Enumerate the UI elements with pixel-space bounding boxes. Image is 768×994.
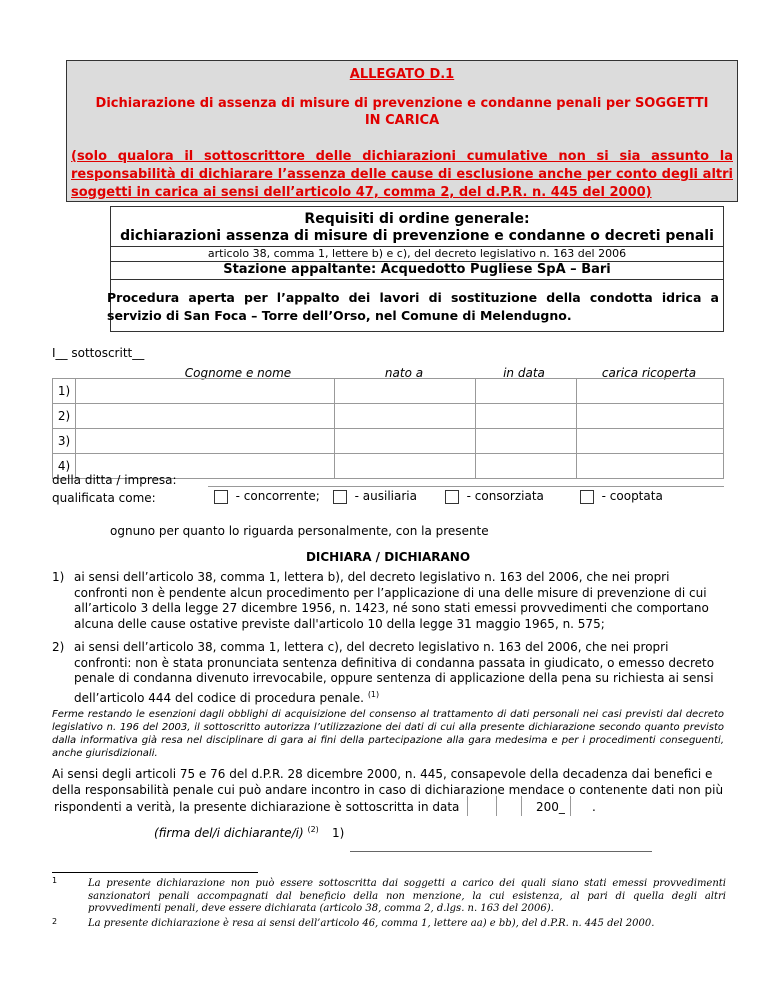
input-data[interactable] (476, 404, 577, 429)
input-nome[interactable] (76, 379, 335, 404)
option-cooptata[interactable] (580, 489, 663, 504)
date-divider (570, 796, 571, 816)
row-number: 4) (53, 454, 76, 479)
item-1-text: ai sensi dell’articolo 38, comma 1, lettera b), del decreto legislativo n. 163 del 2006, che nei propri confronti non è pendente alcun procedimento per l’applicazione di una delle misure di prevenzione di cui all’articolo 3 della legge 27 dicembre 1956, n. 1423, né sono stati emessi provvedimenti che comportano alcuna delle cause ostative previste dall'articolo 10 della legge 31 maggio 1965, n. 575; (74, 570, 709, 631)
firma-text: (firma del/i dichiarante/i) (154, 826, 304, 840)
dpr-text: Ai sensi degli articoli 75 e 76 del d.P.R. 28 dicembre 2000, n. 445, consapevole della decadenza dai benefici e della responsabilità penale cui può andare incontro in caso di dichiarazione mendace o contenente dati non più (52, 767, 724, 797)
input-carica[interactable] (577, 429, 724, 454)
footnote-ref: (2) (307, 825, 319, 834)
ditta-label: della ditta / impresa: (52, 473, 177, 487)
row-number: 1) (53, 379, 76, 404)
allegato-title: ALLEGATO D.1 (349, 67, 455, 82)
input-nato[interactable] (335, 404, 476, 429)
stazione-appaltante: Stazione appaltante: Acquedotto Pugliese SpA – Bari (223, 262, 611, 277)
privacy-text: Ferme restando le esenzioni dagli obblighi di acquisizione del consenso al trattamento di dati personali nei casi previsti dal decreto legislativo n. 196 del 2003, il sottoscritto autorizza l’utilizzazione dei dati di cui alla presente dichiarazione secondo quanto previsto dalla informativa già resa nel disciplinare di gara ai fini della partecipazione alla gara medesima e per i procedimenti conseguenti, anche giurisdizionali. (52, 709, 724, 759)
checkbox[interactable] (214, 490, 228, 504)
checkbox[interactable] (333, 490, 347, 504)
ditta-field[interactable] (208, 486, 724, 487)
table-row (53, 429, 724, 454)
option-concorrente[interactable] (214, 489, 320, 504)
firma-label (154, 825, 319, 840)
header-note: (solo qualora il sottoscrittore delle dichiarazioni cumulative non si sia assunto la responsabilità di dichiarare l’assenza delle cause di esclusione anche per conto degli altri soggetti in carica ai sensi dell’articolo 47, comma 2, del d.P.R. n. 445 del 2000) (71, 149, 733, 200)
date-month-field[interactable] (495, 796, 522, 816)
date-dot: . (592, 800, 596, 814)
footnote-number: 2 (52, 917, 58, 926)
date-day-field[interactable] (467, 796, 497, 816)
dpr-line2: rispondenti a verità, la presente dichiarazione è sottoscritta in data (54, 800, 460, 814)
footnote-1-text: La presente dichiarazione non può essere sottoscritta dai soggetti a carico dei quali siano stati emessi provvedimenti sanzionatori penali accompagnati dal beneficio della non menzione, la cui esistenza, al pari di quella degli altri provvedimenti penali, deve essere dichiarata (articolo 38, comma 2, d.lgs. n. 163 del 2006). (88, 878, 726, 915)
option-label: - consorziata (466, 489, 544, 503)
footnote-ref: (1) (367, 689, 380, 699)
col-header-carica: carica ricoperta (601, 366, 697, 380)
option-label: - concorrente; (235, 489, 320, 503)
header-box (66, 60, 738, 202)
input-carica[interactable] (577, 379, 724, 404)
footnote-2-text: La presente dichiarazione è resa ai sensi dell’articolo 46, comma 1, lettere aa) e bb), del d.P.R. n. 445 del 2000. (88, 918, 655, 929)
header-title: Dichiarazione di assenza di misure di prevenzione e condanne penali per SOGGETTI IN CARICA (95, 96, 709, 128)
input-data[interactable] (476, 454, 577, 479)
row-number: 3) (53, 429, 76, 454)
requisiti-ref: articolo 38, comma 1, lettere b) e c), del decreto legislativo n. 163 del 2006 (207, 247, 627, 260)
dichiara-heading: DICHIARA / DICHIARANO (305, 550, 471, 564)
checkbox[interactable] (580, 490, 594, 504)
procedura-text: Procedura aperta per l’appalto dei lavori di sostituzione della condotta idrica a servizio di San Foca – Torre dell’Orso, nel Comune di Melendugno. (107, 290, 719, 323)
input-carica[interactable] (577, 404, 724, 429)
item-2-body: ai sensi dell’articolo 38, comma 1, lettera c), del decreto legislativo n. 163 del 2006, che nei propri confronti: non è stata pronunciata sentenza definitiva di condanna passata in giudicato, o emesso decreto penale di condanna divenuto irrevocabile, oppure sentenza di applicazione della pena su richiesta ai sensi dell’articolo 444 del codice di procedura penale. (74, 640, 715, 705)
input-carica[interactable] (577, 454, 724, 479)
item-number: 2) (52, 640, 65, 654)
item-2-text (74, 640, 726, 706)
signature-line[interactable] (350, 851, 652, 852)
option-consorziata[interactable] (445, 489, 544, 504)
date-year[interactable]: 200_ (536, 800, 565, 814)
input-nato[interactable] (335, 429, 476, 454)
table-row (53, 404, 724, 429)
input-nome[interactable] (76, 429, 335, 454)
requisiti-line1: Requisiti di ordine generale: (304, 211, 530, 227)
col-header-nome: Cognome e nome (184, 366, 292, 380)
footnote-number: 1 (52, 876, 58, 885)
option-label: - cooptata (601, 489, 663, 503)
input-data[interactable] (476, 429, 577, 454)
option-label: - ausiliaria (354, 489, 417, 503)
requisiti-box (107, 206, 724, 332)
col-header-data: in data (503, 366, 545, 380)
row-number: 2) (53, 404, 76, 429)
option-ausiliaria[interactable] (333, 489, 417, 504)
input-nato[interactable] (335, 454, 476, 479)
ognuno-text: ognuno per quanto lo riguarda personalmente, con la presente (110, 524, 489, 538)
soggetti-table (52, 378, 724, 479)
input-nome[interactable] (76, 404, 335, 429)
input-nato[interactable] (335, 379, 476, 404)
requisiti-line2: dichiarazioni assenza di misure di prevenzione e condanne o decreti penali (120, 228, 714, 244)
checkbox[interactable] (445, 490, 459, 504)
item-number: 1) (52, 570, 65, 584)
firma-number: 1) (332, 826, 345, 840)
sottoscritto-label: I__ sottoscritt__ (52, 346, 145, 360)
qualificata-label: qualificata come: (52, 491, 156, 505)
table-row (53, 379, 724, 404)
input-data[interactable] (476, 379, 577, 404)
col-header-nato: nato a (384, 366, 424, 380)
footnote-separator (52, 872, 258, 873)
